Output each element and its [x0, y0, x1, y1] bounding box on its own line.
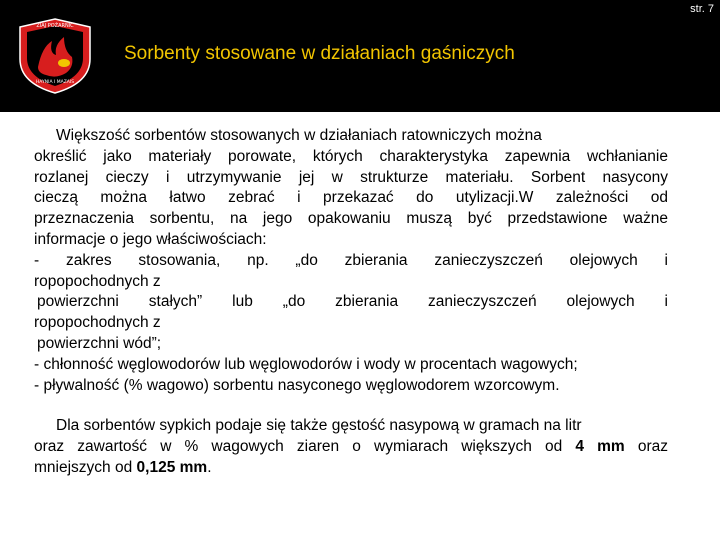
p1-line: - zakres stosowania, np. „do zbierania zanieczyszczeń olejowych i	[34, 251, 668, 269]
p2-value: 4 mm	[575, 438, 625, 456]
p2-line: Dla sorbentów sypkich podaje się także gęstość nasypową w gramach na litr	[56, 417, 582, 435]
page-number: str. 7	[690, 3, 714, 15]
body-text	[34, 126, 668, 479]
p1-line: powierzchni wód”;	[37, 334, 162, 352]
p1-line: Większość sorbentów stosowanych w działaniach ratowniczych można	[56, 127, 542, 144]
p2-line	[34, 437, 668, 458]
p2-line	[34, 458, 668, 479]
p1-line: - pływalność (% wagowo) sorbentu nasyconego węglowodorem wzorcowym.	[34, 376, 560, 394]
p1-line: ropopochodnych z	[34, 314, 161, 332]
logo-bottom-text: HAYNIA I MAZAIS	[35, 80, 75, 85]
paragraph-gap	[34, 396, 668, 416]
p2-text: oraz	[637, 438, 668, 456]
p1-line: informacje o jego właściwościach:	[34, 230, 267, 248]
p1-line: - chłonność węglowodorów lub węglowodorów i wody w procentach wagowych;	[34, 355, 578, 373]
p2-value: 0,125 mm	[136, 458, 208, 476]
p1-line: rozlanej cieczy i utrzymywanie jej w strukturze materiału. Sorbent nasycony	[34, 168, 668, 186]
fire-brigade-logo	[18, 17, 92, 95]
p2-text: .	[207, 458, 212, 476]
content-area	[0, 112, 720, 540]
p1-line: ropopochodnych z	[34, 272, 161, 290]
p1-line: przeznaczenia sorbentu, na jego opakowaniu muszą być przedstawione ważne	[34, 210, 668, 228]
p1-line: określić jako materiały porowate, których charakterystyka zapewnia wchłanianie	[34, 147, 668, 165]
header-bar	[0, 0, 720, 112]
p2-text: mniejszych od	[34, 458, 133, 476]
p2-text: oraz zawartość w % wagowych ziaren o wymiarach większych od	[34, 438, 563, 456]
p1-line-part: cieczą można łatwo zebrać i przekazać do utylizacji.	[34, 189, 519, 207]
p1-line-part: W zależności od	[518, 189, 668, 207]
slide-title: Sorbenty stosowane w działaniach gaśniczych	[124, 43, 515, 64]
p1-line-split	[34, 188, 668, 209]
logo-top-text: ZIAJ POŻARNIC	[36, 23, 74, 29]
p1-line: powierzchni stałych” lub „do zbierania zanieczyszczeń olejowych i	[37, 293, 668, 311]
